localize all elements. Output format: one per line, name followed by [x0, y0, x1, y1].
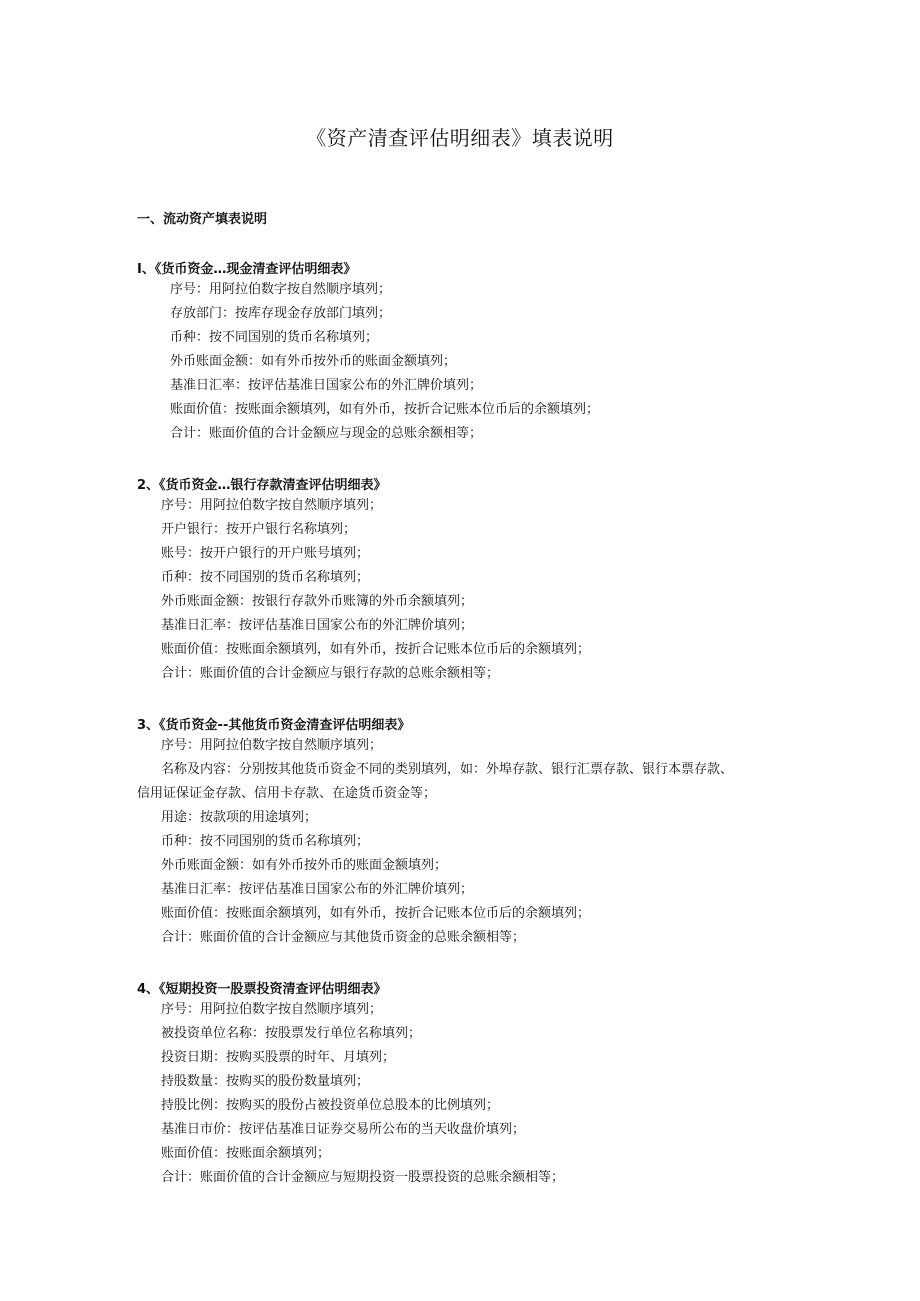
list-item: 合计：账面价值的合计金额应与现金的总账余额相等； — [170, 426, 483, 441]
list-item: 信用证保证金存款、信用卡存款、在途货币资金等； — [137, 786, 437, 801]
list-item: 序号：用阿拉伯数字按自然顺序填列； — [161, 738, 383, 753]
list-item: 账面价值：按账面余额填列，如有外币，按折合记账本位币后的余额填列； — [170, 402, 600, 417]
list-item: 账面价值：按账面余额填列； — [161, 1146, 331, 1161]
list-item: 账面价值：按账面余额填列，如有外币，按折合记账本位币后的余额填列； — [161, 906, 591, 921]
list-item: 币种：按不同国别的货币名称填列； — [161, 834, 370, 849]
list-item: 序号：用阿拉伯数字按自然顺序填列； — [170, 282, 392, 297]
list-item: 持股数量：按购买的股份数量填列； — [161, 1074, 370, 1089]
list-item: 投资日期：按购买股票的时年、月填列； — [161, 1050, 396, 1065]
list-item: 基准日汇率：按评估基准日国家公布的外汇牌价填列； — [161, 618, 474, 633]
list-item: 外币账面金额：按银行存款外币账簿的外币余额填列； — [161, 594, 474, 609]
list-item: 合计：账面价值的合计金额应与银行存款的总账余额相等； — [161, 666, 500, 681]
list-item: 名称及内容：分别按其他货币资金不同的类别填列，如：外埠存款、银行汇票存款、银行本票存款、 — [161, 762, 734, 777]
block-heading: 3、《货币资金--其他货币资金清查评估明细表》 — [137, 718, 411, 733]
list-item: 币种：按不同国别的货币名称填列； — [170, 330, 379, 345]
list-item: 序号：用阿拉伯数字按自然顺序填列； — [161, 1002, 383, 1017]
list-item: 用途：按款项的用途填列； — [161, 810, 318, 825]
list-item: 账面价值：按账面余额填列，如有外币，按折合记账本位币后的余额填列； — [161, 642, 591, 657]
list-item: 存放部门：按库存现金存放部门填列； — [170, 306, 392, 321]
list-item: 合计：账面价值的合计金额应与其他货币资金的总账余额相等； — [161, 930, 526, 945]
list-item: 基准日汇率：按评估基准日国家公布的外汇牌价填列； — [161, 882, 474, 897]
document-title: 《资产清查评估明细表》填表说明 — [306, 126, 614, 150]
list-item: 基准日市价：按评估基准日证券交易所公布的当天收盘价填列； — [161, 1122, 526, 1137]
list-item: 账号：按开户银行的开户账号填列； — [161, 546, 370, 561]
section-heading: 一、流动资产填表说明 — [137, 212, 268, 227]
list-item: 外币账面金额：如有外币按外币的账面金额填列； — [170, 354, 457, 369]
list-item: 合计：账面价值的合计金额应与短期投资一股票投资的总账余额相等； — [161, 1170, 565, 1185]
block-heading: I、《货币资金…现金清查评估明细表》 — [137, 262, 357, 277]
block-heading: 4、《短期投资一股票投资清查评估明细表》 — [137, 982, 387, 997]
list-item: 外币账面金额：如有外币按外币的账面金额填列； — [161, 858, 448, 873]
list-item: 开户银行：按开户银行名称填列； — [161, 522, 357, 537]
list-item: 币种：按不同国别的货币名称填列； — [161, 570, 370, 585]
list-item: 被投资单位名称：按股票发行单位名称填列； — [161, 1026, 422, 1041]
list-item: 序号：用阿拉伯数字按自然顺序填列； — [161, 498, 383, 513]
list-item: 持股比例：按购买的股份占被投资单位总股本的比例填列； — [161, 1098, 500, 1113]
list-item: 基准日汇率：按评估基准日国家公布的外汇牌价填列； — [170, 378, 483, 393]
block-heading: 2、《货币资金…银行存款清查评估明细表》 — [137, 478, 387, 493]
